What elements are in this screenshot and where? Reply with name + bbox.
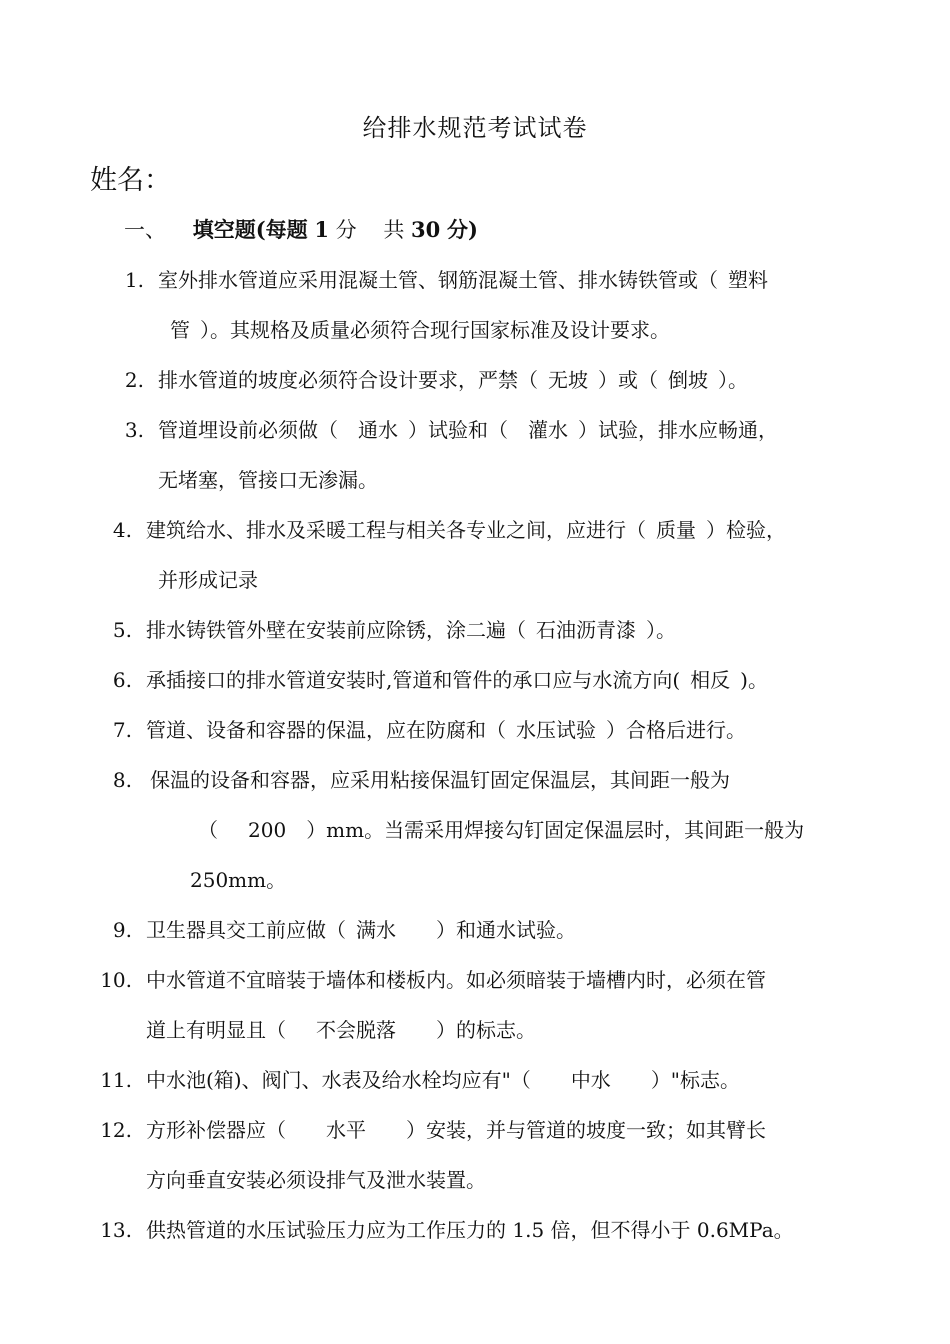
question-number: 2. — [124, 368, 144, 392]
section-text: 填空题(每题 — [192, 217, 308, 242]
question-text: ）mm。当需采用焊接勾钉固定保温层时，其间距一般为 — [306, 818, 805, 842]
question-line — [158, 566, 258, 594]
question-text: 供热管道的水压试验压力应为工作压力的 1.5 倍，但不得小于 0.6MPa。 — [146, 1218, 794, 1242]
question-text: ）安装，并与管道的坡度一致；如其臂长 — [406, 1118, 766, 1142]
question-number: 7. — [112, 718, 132, 742]
question-text: （ — [198, 818, 218, 842]
question-line — [158, 466, 378, 494]
question-number: 10. — [100, 968, 132, 992]
question-number: 4. — [112, 518, 132, 542]
question-number: 6. — [112, 668, 132, 692]
answer-blank: 灌水 — [528, 418, 568, 442]
question-line — [146, 716, 746, 744]
question-line — [146, 616, 676, 644]
question-text: 方向垂直安装必须设排气及泄水装置。 — [146, 1168, 486, 1192]
section-mid: 分 — [335, 218, 357, 242]
answer-blank: 通水 — [358, 418, 398, 442]
question-text: 保温的设备和容器，应采用粘接保温钉固定保温层，其间距一般为 — [150, 768, 730, 792]
question-line — [146, 916, 576, 944]
question-text: ）。其规格及质量必须符合现行国家标准及设计要求。 — [200, 318, 670, 342]
answer-blank: 中水 — [570, 1068, 611, 1092]
answer-blank: 相反 — [690, 668, 731, 692]
question-text: 中水管道不宜暗装于墙体和楼板内。如必须暗装于墙槽内时，必须在管 — [146, 968, 766, 992]
answer-blank: 倒坡 — [668, 368, 708, 392]
question-line — [150, 766, 730, 794]
answer-blank: 200 — [248, 818, 287, 842]
answer-blank: 石油沥青漆 — [536, 618, 636, 642]
section-points-each: 1 — [314, 217, 329, 242]
question-text: ）或（ — [598, 368, 658, 392]
question-line — [198, 816, 804, 844]
question-line — [158, 266, 768, 294]
question-text: ）。 — [718, 368, 748, 392]
question-text: 建筑给水、排水及采暖工程与相关各专业之间，应进行（ — [146, 518, 646, 542]
section-prefix: 一、 — [124, 218, 166, 242]
question-line — [158, 416, 778, 444]
question-number: 9. — [112, 918, 132, 942]
answer-blank: 水平 — [326, 1118, 366, 1142]
question-text: 方形补偿器应（ — [146, 1118, 286, 1142]
question-text: 承插接口的排水管道安装时,管道和管件的承口应与水流方向( — [146, 668, 681, 692]
question-line — [146, 516, 786, 544]
answer-blank: 无坡 — [548, 368, 588, 392]
section-total: 30 — [411, 217, 441, 242]
question-text: ）的标志。 — [436, 1018, 536, 1042]
question-text: )。 — [740, 668, 768, 692]
question-number: 11. — [100, 1068, 132, 1092]
question-text: 排水铸铁管外壁在安装前应除锈，涂二遍（ — [146, 618, 526, 642]
question-text: ）检验， — [706, 518, 786, 542]
section-suffix: 分) — [446, 217, 478, 242]
question-line — [146, 1166, 486, 1194]
question-text: ）试验，排水应畅通， — [578, 418, 778, 442]
question-number: 13. — [100, 1218, 132, 1242]
question-number: 1. — [124, 268, 144, 292]
question-text: 管道、设备和容器的保温，应在防腐和（ — [146, 718, 506, 742]
question-text: ）试验和（ — [408, 418, 508, 442]
question-text: 250mm。 — [190, 868, 287, 892]
question-line — [158, 366, 748, 394]
section-heading — [124, 214, 478, 244]
question-text: 道上有明显且（ — [146, 1018, 286, 1042]
question-text: ）"标志。 — [650, 1068, 741, 1092]
answer-blank: 满水 — [356, 918, 396, 942]
question-number: 8. — [112, 768, 132, 792]
answer-blank: 不会脱落 — [316, 1018, 396, 1042]
question-text: 排水管道的坡度必须符合设计要求，严禁（ — [158, 368, 538, 392]
answer-blank: 质量 — [656, 518, 696, 542]
question-line — [170, 316, 670, 344]
question-line — [146, 966, 766, 994]
question-text: 中水池(箱)、阀门、水表及给水栓均应有"（ — [146, 1068, 531, 1092]
question-text: 管道埋设前必须做（ — [158, 418, 338, 442]
question-number: 5. — [112, 618, 132, 642]
answer-blank: 水压试验 — [516, 718, 596, 742]
question-line — [190, 866, 286, 894]
question-number: 3. — [124, 418, 144, 442]
question-text: 无堵塞，管接口无渗漏。 — [158, 468, 378, 492]
section-total-prefix: 共 — [383, 218, 405, 242]
page-title: 给排水规范考试试卷 — [362, 114, 588, 142]
question-line — [146, 1116, 766, 1144]
question-line — [146, 1066, 740, 1094]
question-line — [146, 1216, 794, 1244]
question-text: ）和通水试验。 — [436, 918, 576, 942]
answer-blank: 管 — [170, 318, 190, 342]
name-label: 姓名： — [90, 165, 171, 196]
question-number: 12. — [100, 1118, 132, 1142]
answer-blank: 塑料 — [728, 268, 768, 292]
question-text: 室外排水管道应采用混凝土管、钢筋混凝土管、排水铸铁管或（ — [158, 268, 718, 292]
question-text: ）合格后进行。 — [606, 718, 746, 742]
question-text: 卫生器具交工前应做（ — [146, 918, 346, 942]
question-text: ）。 — [646, 618, 676, 642]
question-text: 并形成记录 — [158, 568, 258, 592]
question-line — [146, 1016, 536, 1044]
question-line — [146, 666, 768, 694]
